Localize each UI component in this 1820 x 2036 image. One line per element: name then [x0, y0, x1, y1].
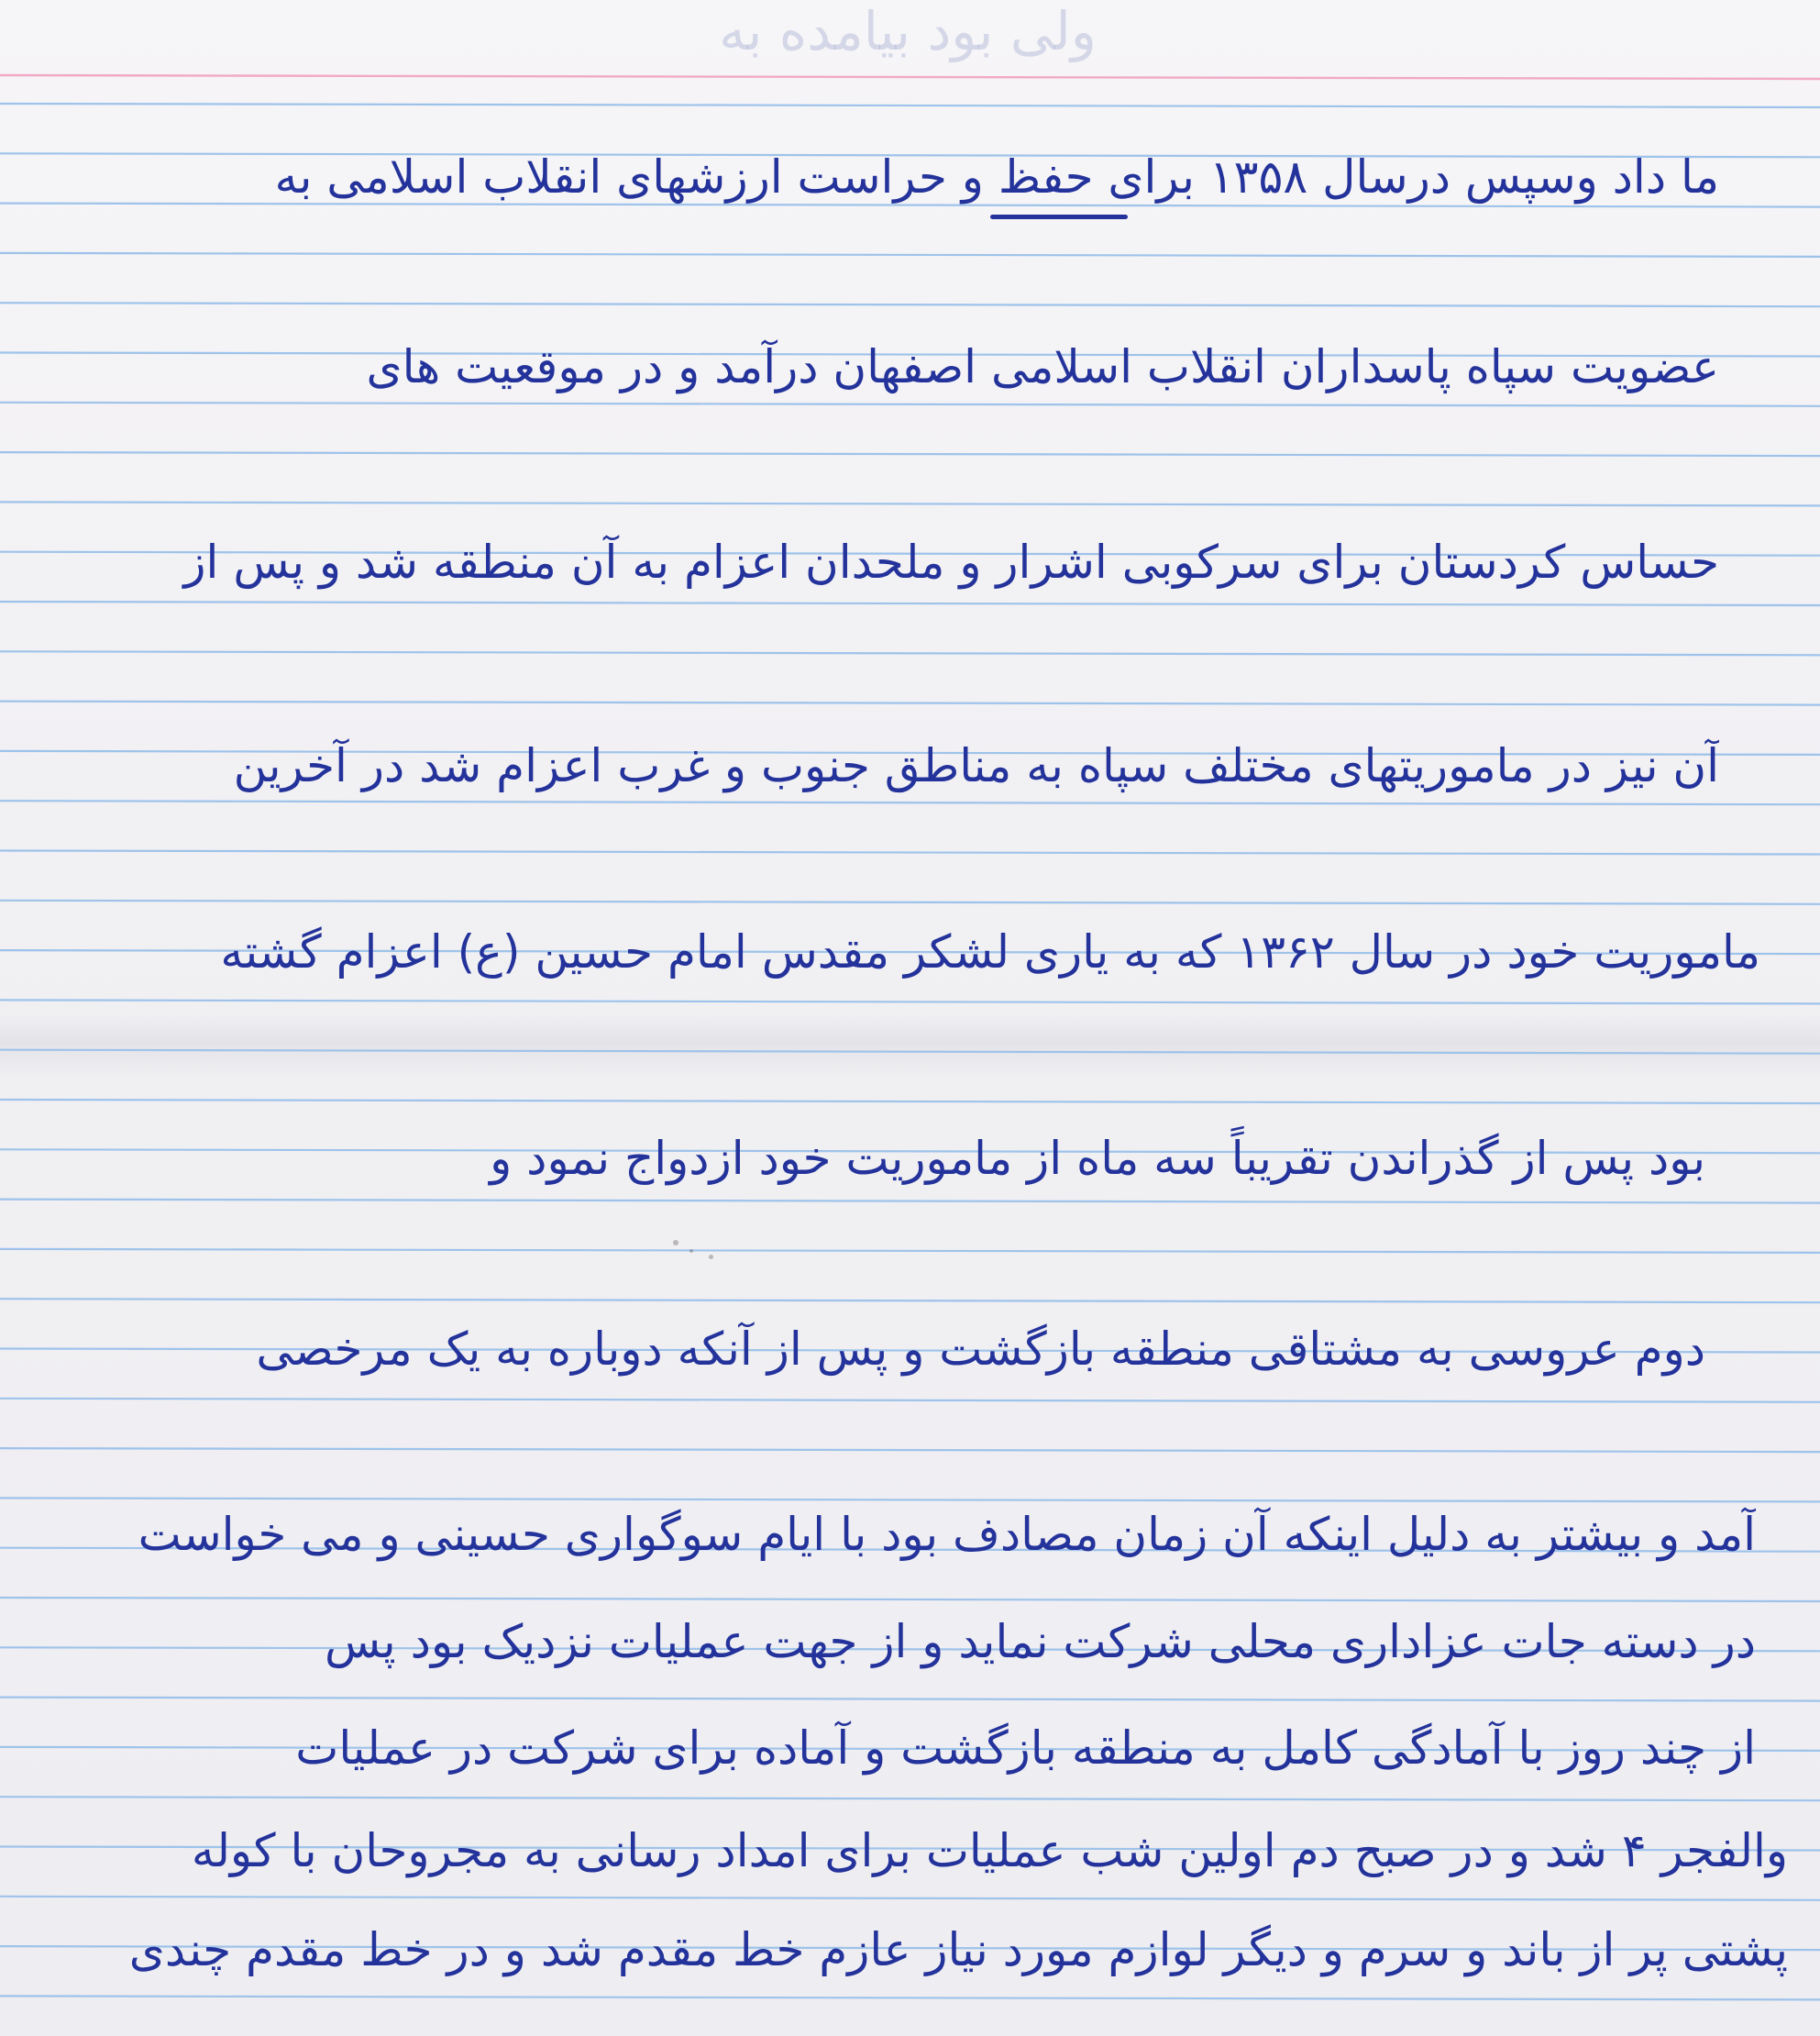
ruled-line	[0, 303, 1820, 306]
faded-bleed-through-text: ولی بود بیامده به	[719, 0, 1097, 62]
ruled-line	[0, 702, 1820, 705]
handwritten-line-9: در دسته جات عزاداری محلی شرکت نماید و از جهت عملیات نزدیک بود پس	[325, 1615, 1756, 1668]
ruled-line	[0, 104, 1820, 107]
ruled-line	[0, 651, 1820, 655]
top-margin-rule	[0, 75, 1820, 79]
ruled-line	[0, 602, 1820, 605]
ruled-line	[0, 901, 1820, 904]
handwritten-line-4: آن نیز در ماموریتهای مختلف سپاه به مناطق جنوب و غرب اعزام شد در آخرین	[233, 739, 1719, 792]
ruled-line	[0, 1200, 1820, 1203]
ruled-line	[0, 1996, 1820, 1999]
handwritten-line-3: حساس کردستان برای سرکوبی اشرار و ملحدان اعزام به آن منطقه شد و پس از	[183, 536, 1719, 589]
handwritten-line-10: از چند روز با آمادگی کامل به منطقه بازگشت و آماده برای شرکت در عملیات	[295, 1721, 1756, 1775]
handwritten-line-11: والفجر ۴ شد و در صبح دم اولین شب عملیات برای امداد رسانی به مجروحان با کوله	[191, 1824, 1788, 1877]
ruled-line	[0, 1050, 1820, 1054]
ruled-line	[0, 1797, 1820, 1800]
handwritten-line-7: دوم عروسی به مشتاقی منطقه بازگشت و پس از آنکه دوباره به یک مرخصی	[256, 1322, 1705, 1376]
ruled-line	[0, 253, 1820, 257]
ruled-line	[0, 1249, 1820, 1253]
ruled-line	[0, 1698, 1820, 1701]
handwritten-line-6: بود پس از گذراندن تقریباً سه ماه از ماموریت خود ازدواج نمود و	[490, 1132, 1705, 1185]
ruled-line	[0, 1100, 1820, 1103]
ruled-line	[0, 851, 1820, 855]
ruled-line	[0, 1897, 1820, 1900]
ruled-line	[0, 1399, 1820, 1402]
ruled-line	[0, 452, 1820, 456]
handwritten-line-12: پشتی پر از باند و سرم و دیگر لوازم مورد نیاز عازم خط مقدم شد و در خط مقدم چندی	[128, 1923, 1788, 1976]
year-underline-mark	[990, 215, 1128, 219]
handwritten-line-5: ماموریت خود در سال ۱۳۶۲ که به یاری لشکر مقدس امام حسین (ع) اعزام گشته	[220, 925, 1760, 979]
handwritten-line-2: عضویت سپاه پاسداران انقلاب اسلامی اصفهان درآمد و در موقعیت های	[366, 340, 1719, 393]
handwritten-line-8: آمد و بیشتر به دلیل اینکه آن زمان مصادف بود با ایام سوگواری حسینی و می خواست	[138, 1508, 1756, 1561]
ruled-line	[0, 1299, 1820, 1302]
ruled-line	[0, 1598, 1820, 1601]
ruled-line	[0, 502, 1820, 505]
handwritten-line-1: ما داد وسپس درسال ۱۳۵۸ برای حفظ و حراست ارزشهای انقلاب اسلامی به	[274, 150, 1719, 204]
ruled-line	[0, 1448, 1820, 1452]
ruled-line	[0, 1000, 1820, 1003]
